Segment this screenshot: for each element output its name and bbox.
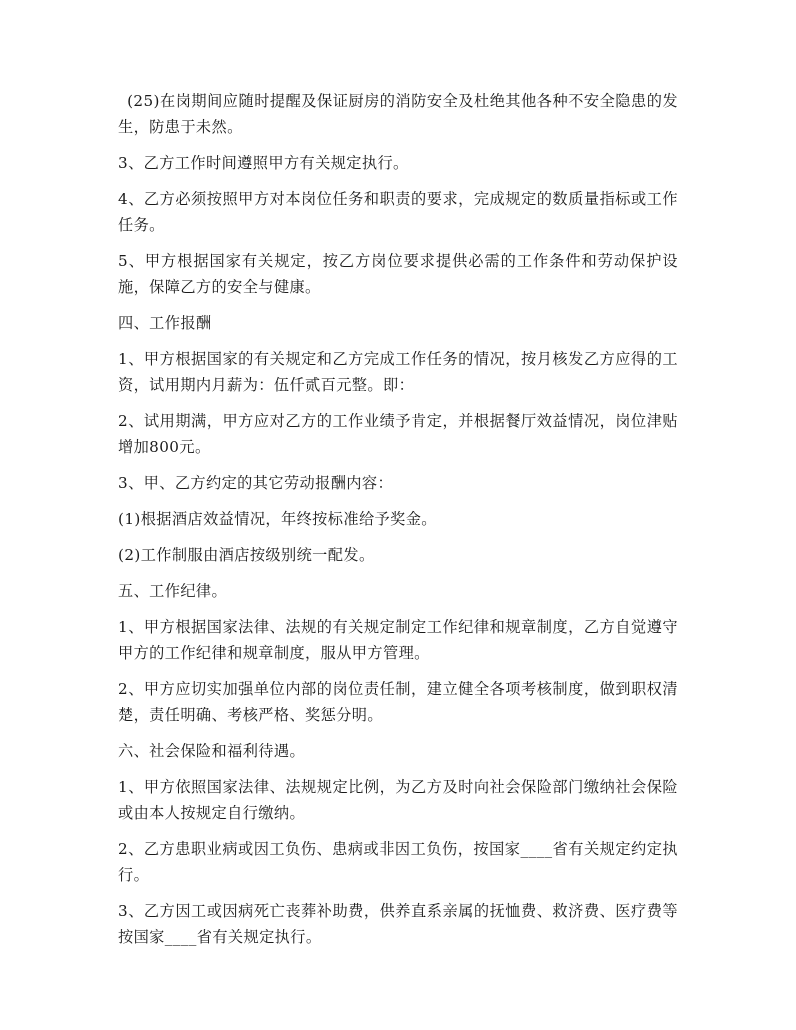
paragraph-clause-4-duties: 4、乙方必须按照甲方对本岗位任务和职责的要求，完成规定的数质量指标或工作任务。	[118, 190, 678, 234]
paragraph-clause-3-working-hours: 3、乙方工作时间遵照甲方有关规定执行。	[118, 154, 409, 172]
paragraph-discipline-1: 1、甲方根据国家法律、法规的有关规定制定工作纪律和规章制度，乙方自觉遵守甲方的工作纪律和规章制度，服从甲方管理。	[118, 618, 678, 662]
paragraph-discipline-2: 2、甲方应切实加强单位内部的岗位责任制，建立健全各项考核制度，做到职权清楚，责任明确、考核严格、奖惩分明。	[118, 680, 678, 724]
paragraph-compensation-3-item-2: (2)工作制服由酒店按级别统一配发。	[118, 546, 375, 564]
document-page	[118, 88, 678, 960]
paragraph-compensation-2: 2、试用期满，甲方应对乙方的工作业绩予肯定，并根据餐厅效益情况，岗位津贴增加800元。	[118, 412, 678, 456]
paragraph-clause-25: (25)在岗期间应随时提醒及保证厨房的消防安全及杜绝其他各种不安全隐患的发生，防患于未然。	[118, 92, 678, 136]
section-heading-discipline: 五、工作纪律。	[118, 582, 228, 600]
paragraph-insurance-2: 2、乙方患职业病或因工负伤、患病或非因工负伤，按国家____省有关规定约定执行。	[118, 840, 678, 884]
paragraph-insurance-1: 1、甲方依照国家法律、法规规定比例，为乙方及时向社会保险部门缴纳社会保险或由本人按规定自行缴纳。	[118, 778, 678, 822]
section-heading-compensation: 四、工作报酬	[118, 314, 212, 332]
paragraph-compensation-1: 1、甲方根据国家的有关规定和乙方完成工作任务的情况，按月核发乙方应得的工资，试用期内月薪为：伍仟贰百元整。即：	[118, 350, 678, 394]
paragraph-clause-5-conditions: 5、甲方根据国家有关规定，按乙方岗位要求提供必需的工作条件和劳动保护设施，保障乙方的安全与健康。	[118, 252, 678, 296]
paragraph-insurance-3: 3、乙方因工或因病死亡丧葬补助费，供养直系亲属的抚恤费、救济费、医疗费等按国家____省有关规定执行。	[118, 902, 678, 946]
section-heading-insurance: 六、社会保险和福利待遇。	[118, 742, 306, 760]
paragraph-compensation-3: 3、甲、乙方约定的其它劳动报酬内容：	[118, 474, 394, 492]
paragraph-compensation-3-item-1: (1)根据酒店效益情况，年终按标准给予奖金。	[118, 510, 437, 528]
